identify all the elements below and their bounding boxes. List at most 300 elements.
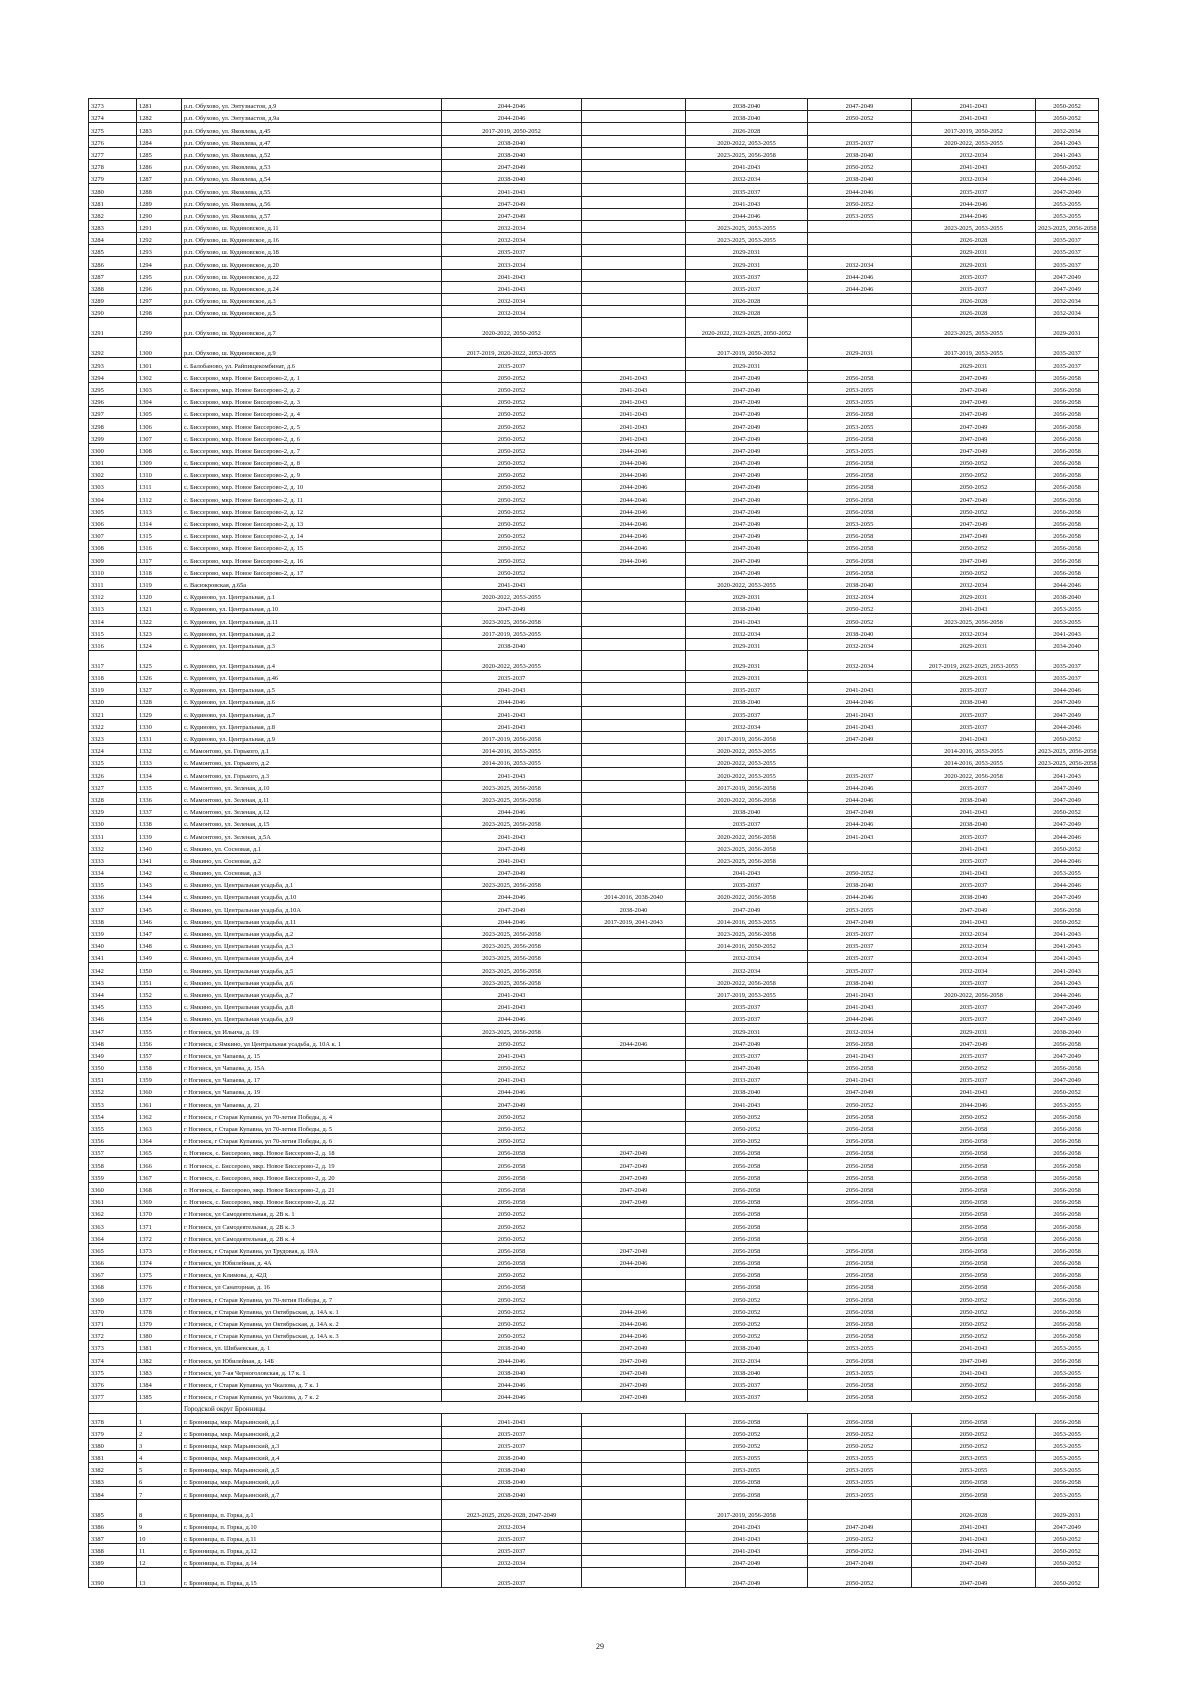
section-empty-cell [89,1402,137,1414]
cell-period-col-4: 2056-2058 [808,1255,912,1267]
cell-period-col-3: 2047-2049 [686,1556,808,1568]
cell-period-col-1: 2023-2025, 2056-2058 [442,939,582,951]
cell-period-col-4: 2035-2037 [808,951,912,963]
cell-period-col-2 [582,1499,686,1519]
cell-period-col-6: 2044-2046 [1036,829,1099,841]
table-row [89,431,1099,443]
cell-period-col-3: 2047-2049 [686,394,808,406]
cell-period-col-2 [582,1556,686,1568]
cell-period-col-4: 2056-2058 [808,431,912,443]
cell-period-col-6: 2056-2058 [1036,541,1099,553]
cell-row-number: 3334 [89,865,137,877]
cell-period-col-1: 2032-2034 [442,306,582,318]
cell-local-number: 1308 [137,443,182,455]
cell-period-col-4: 2044-2046 [808,780,912,792]
cell-period-col-2 [582,792,686,804]
cell-period-col-1: 2023-2025, 2026-2028, 2047-2049 [442,1499,582,1519]
table-row [89,1207,1099,1219]
cell-row-number: 3310 [89,565,137,577]
cell-period-col-5: 2041-2043 [912,914,1036,926]
cell-period-col-4: 2032-2034 [808,638,912,650]
cell-period-col-2: 2044-2046 [582,541,686,553]
cell-period-col-5: 2041-2043 [912,111,1036,123]
cell-period-col-5: 2047-2049 [912,407,1036,419]
cell-row-number: 3296 [89,394,137,406]
cell-period-col-3: 2029-2031 [686,257,808,269]
cell-address: г Ногинск, г Старая Купавна, ул 70-летия Победы, д. 6 [182,1134,442,1146]
cell-period-col-1: 2023-2025, 2056-2058 [442,780,582,792]
cell-local-number: 1300 [137,338,182,358]
cell-period-col-6: 2034-2040 [1036,638,1099,650]
cell-period-col-4: 2041-2043 [808,829,912,841]
cell-row-number: 3274 [89,111,137,123]
cell-local-number: 1297 [137,294,182,306]
cell-address: с. Биссерово, мкр. Новое Биссерово-2, д. 7 [182,443,442,455]
cell-period-col-1: 2023-2025, 2056-2058 [442,975,582,987]
cell-local-number: 1298 [137,306,182,318]
cell-period-col-3: 2056-2058 [686,1475,808,1487]
cell-period-col-5: 2056-2058 [912,1255,1036,1267]
cell-local-number: 1283 [137,123,182,135]
cell-period-col-4: 2056-2058 [808,1292,912,1304]
cell-period-col-5: 2053-2055 [912,1463,1036,1475]
cell-period-col-3: 2038-2040 [686,804,808,816]
cell-period-col-2 [582,683,686,695]
cell-period-col-6: 2056-2058 [1036,553,1099,565]
cell-period-col-3: 2056-2058 [686,1414,808,1426]
cell-address: р.п. Обухово, ул. Яковлева, д.53 [182,159,442,171]
cell-period-col-5: 2053-2055 [912,1450,1036,1462]
cell-local-number: 1353 [137,999,182,1011]
cell-period-col-3: 2047-2049 [686,480,808,492]
cell-row-number: 3277 [89,147,137,159]
cell-row-number: 3347 [89,1024,137,1036]
cell-row-number: 3345 [89,999,137,1011]
cell-period-col-4: 2032-2034 [808,650,912,670]
cell-period-col-5: 2026-2028 [912,1499,1036,1519]
cell-row-number: 3341 [89,951,137,963]
cell-row-number: 3281 [89,196,137,208]
cell-period-col-3: 2035-2037 [686,878,808,890]
cell-period-col-4: 2035-2037 [808,926,912,938]
cell-period-col-3: 2038-2040 [686,1365,808,1377]
cell-address: р.п. Обухово, ш. Кудиновское, д.9 [182,338,442,358]
cell-address: с. Биссерово, мкр. Новое Биссерово-2, д. 12 [182,504,442,516]
cell-period-col-6: 2056-2058 [1036,1158,1099,1170]
cell-period-col-4: 2044-2046 [808,184,912,196]
cell-address: г. Бронницы, мкр. Марьинский, д.5 [182,1463,442,1475]
cell-period-col-6: 2053-2055 [1036,1097,1099,1109]
cell-period-col-6: 2056-2058 [1036,480,1099,492]
cell-period-col-4 [808,123,912,135]
cell-address: с. Ямкино, ул. Сосновая, д.2 [182,853,442,865]
cell-row-number: 3368 [89,1280,137,1292]
cell-period-col-6: 2044-2046 [1036,878,1099,890]
cell-period-col-2 [582,1280,686,1292]
cell-row-number: 3279 [89,172,137,184]
cell-period-col-1: 2050-2052 [442,1231,582,1243]
cell-period-col-3: 2035-2037 [686,1048,808,1060]
table-row [89,914,1099,926]
cell-row-number: 3374 [89,1353,137,1365]
cell-period-col-4: 2053-2055 [808,419,912,431]
cell-period-col-1: 2038-2040 [442,1341,582,1353]
cell-address: г. Бронницы, мкр. Марьинский, д.1 [182,1414,442,1426]
cell-period-col-6: 2053-2055 [1036,1438,1099,1450]
table-row [89,1341,1099,1353]
cell-period-col-2 [582,111,686,123]
cell-period-col-6: 2032-2034 [1036,294,1099,306]
table-row [89,394,1099,406]
cell-period-col-2: 2047-2049 [582,1194,686,1206]
cell-address: с. Мамонтово, ул. Зеленая, д.5А [182,829,442,841]
cell-period-col-3: 2033-2037 [686,1073,808,1085]
cell-period-col-2: 2041-2043 [582,407,686,419]
cell-period-col-6: 2056-2058 [1036,1268,1099,1280]
cell-local-number: 7 [137,1487,182,1499]
cell-local-number: 3 [137,1438,182,1450]
cell-period-col-5: 2026-2028 [912,306,1036,318]
cell-local-number: 1294 [137,257,182,269]
cell-row-number: 3275 [89,123,137,135]
cell-period-col-6: 2056-2058 [1036,370,1099,382]
cell-row-number: 3287 [89,269,137,281]
cell-period-col-2: 2047-2049 [582,1377,686,1389]
cell-address: г Ногинск, г Старая Купавна, ул Октябрьская, д. 14А к. 2 [182,1316,442,1328]
cell-period-col-6: 2023-2025, 2056-2058 [1036,744,1099,756]
cell-period-col-6: 2047-2049 [1036,184,1099,196]
cell-local-number: 1362 [137,1109,182,1121]
cell-period-col-3: 2047-2049 [686,431,808,443]
cell-local-number: 1288 [137,184,182,196]
table-row [89,443,1099,455]
table-row [89,1255,1099,1267]
cell-period-col-4: 2035-2037 [808,135,912,147]
cell-row-number: 3354 [89,1109,137,1121]
cell-row-number: 3312 [89,589,137,601]
cell-period-col-1: 2035-2037 [442,1438,582,1450]
cell-period-col-3: 2050-2052 [686,1109,808,1121]
cell-local-number: 1348 [137,939,182,951]
cell-period-col-3: 2047-2049 [686,382,808,394]
cell-period-col-5: 2023-2025, 2053-2055 [912,220,1036,232]
cell-period-col-4: 2041-2043 [808,719,912,731]
cell-period-col-6: 2041-2043 [1036,147,1099,159]
cell-row-number: 3353 [89,1097,137,1109]
table-row [89,1329,1099,1341]
cell-period-col-5: 2050-2052 [912,1438,1036,1450]
cell-period-col-3: 2056-2058 [686,1243,808,1255]
table-row [89,306,1099,318]
cell-period-col-3: 2032-2034 [686,719,808,731]
table-row [89,638,1099,650]
cell-local-number: 1 [137,1414,182,1426]
cell-period-col-3: 2035-2037 [686,817,808,829]
cell-local-number: 1370 [137,1207,182,1219]
cell-period-col-3: 2041-2043 [686,1544,808,1556]
cell-address: г Ногинск, ул. Шибаевская, д. 1 [182,1341,442,1353]
cell-period-col-6: 2053-2055 [1036,1426,1099,1438]
schedule-table [88,98,1099,1588]
cell-period-col-2: 2044-2046 [582,455,686,467]
table-row [89,768,1099,780]
cell-period-col-5: 2047-2049 [912,419,1036,431]
cell-address: с. Мамонтово, ул. Зеленая, д.10 [182,780,442,792]
cell-period-col-2: 2047-2049 [582,1341,686,1353]
cell-period-col-4: 2053-2055 [808,1450,912,1462]
cell-period-col-1: 2050-2052 [442,1219,582,1231]
cell-address: с. Биссерово, мкр. Новое Биссерово-2, д. 1 [182,370,442,382]
cell-period-col-5: 2029-2031 [912,670,1036,682]
cell-address: с. Ямкино, ул. Центральная усадьба, д.4 [182,951,442,963]
cell-period-col-3: 2056-2058 [686,1219,808,1231]
table-row [89,589,1099,601]
cell-period-col-4: 2053-2055 [808,902,912,914]
cell-period-col-3: 2056-2058 [686,1170,808,1182]
cell-period-col-2: 2038-2040 [582,902,686,914]
cell-period-col-5: 2041-2043 [912,602,1036,614]
cell-period-col-5: 2050-2052 [912,541,1036,553]
cell-period-col-1: 2050-2052 [442,1268,582,1280]
cell-period-col-5: 2050-2052 [912,1316,1036,1328]
cell-period-col-5: 2047-2049 [912,1556,1036,1568]
cell-address: р.п. Обухово, ул. Энтузиастов, д.9а [182,111,442,123]
table-row [89,1438,1099,1450]
cell-period-col-4: 2032-2034 [808,257,912,269]
cell-local-number: 1356 [137,1036,182,1048]
cell-period-col-1: 2035-2037 [442,1426,582,1438]
cell-local-number: 1311 [137,480,182,492]
cell-local-number: 1377 [137,1292,182,1304]
cell-period-col-1: 2041-2043 [442,577,582,589]
cell-period-col-2 [582,999,686,1011]
table-row [89,419,1099,431]
table-row [89,829,1099,841]
cell-local-number: 1347 [137,926,182,938]
cell-period-col-3: 2020-2022, 2056-2058 [686,829,808,841]
cell-period-col-4: 2056-2058 [808,504,912,516]
cell-period-col-1: 2047-2049 [442,1097,582,1109]
cell-period-col-2 [582,638,686,650]
table-row [89,902,1099,914]
cell-period-col-2 [582,1121,686,1133]
cell-period-col-6: 2056-2058 [1036,1475,1099,1487]
cell-period-col-4 [808,756,912,768]
cell-period-col-6: 2047-2049 [1036,1073,1099,1085]
cell-period-col-4: 2041-2043 [808,999,912,1011]
cell-period-col-1: 2056-2058 [442,1170,582,1182]
cell-period-col-4: 2050-2052 [808,196,912,208]
cell-row-number: 3273 [89,99,137,111]
cell-row-number: 3280 [89,184,137,196]
cell-row-number: 3286 [89,257,137,269]
cell-period-col-6: 2050-2052 [1036,841,1099,853]
section-row [89,1402,1099,1414]
cell-period-col-5: 2032-2034 [912,147,1036,159]
cell-period-col-1: 2032-2034 [442,233,582,245]
cell-address: г. Бронницы, мкр. Марьинский, д.7 [182,1487,442,1499]
cell-row-number: 3322 [89,719,137,731]
table-row [89,1024,1099,1036]
cell-period-col-1: 2044-2046 [442,1389,582,1401]
cell-period-col-5: 2050-2052 [912,1060,1036,1072]
cell-period-col-3: 2041-2043 [686,196,808,208]
cell-address: с. Кудиново, ул. Центральная, д.4 [182,650,442,670]
cell-local-number: 1341 [137,853,182,865]
cell-period-col-3: 2056-2058 [686,1158,808,1170]
table-row [89,878,1099,890]
cell-period-col-4: 2053-2055 [808,443,912,455]
cell-address: р.п. Обухово, ш. Кудиновское, д.11 [182,220,442,232]
cell-row-number: 3291 [89,318,137,338]
cell-period-col-4 [808,853,912,865]
cell-period-col-6: 2053-2055 [1036,1341,1099,1353]
table-row [89,1097,1099,1109]
table-row [89,707,1099,719]
cell-period-col-3: 2035-2037 [686,1389,808,1401]
cell-period-col-5: 2035-2037 [912,719,1036,731]
cell-period-col-5: 2035-2037 [912,184,1036,196]
cell-period-col-6: 2047-2049 [1036,792,1099,804]
cell-period-col-3: 2020-2022, 2056-2058 [686,975,808,987]
cell-period-col-6: 2044-2046 [1036,577,1099,589]
cell-period-col-6: 2047-2049 [1036,1012,1099,1024]
cell-period-col-4: 2056-2058 [808,1060,912,1072]
cell-address: с. Балобаново, ул. Райпищекомбинат, д.6 [182,358,442,370]
cell-period-col-5: 2014-2016, 2053-2055 [912,756,1036,768]
cell-period-col-4: 2056-2058 [808,1268,912,1280]
cell-period-col-6: 2056-2058 [1036,431,1099,443]
cell-period-col-4: 2038-2040 [808,172,912,184]
cell-period-col-2: 2047-2049 [582,1389,686,1401]
cell-period-col-5: 2017-2019, 2023-2025, 2053-2055 [912,650,1036,670]
cell-row-number: 3352 [89,1085,137,1097]
table-row [89,220,1099,232]
cell-period-col-4: 2035-2037 [808,963,912,975]
cell-period-col-4: 2041-2043 [808,1073,912,1085]
cell-period-col-1: 2038-2040 [442,638,582,650]
cell-period-col-3: 2020-2022, 2023-2025, 2050-2052 [686,318,808,338]
cell-address: р.п. Обухово, ул. Яковлева, д.57 [182,208,442,220]
cell-period-col-2: 2041-2043 [582,382,686,394]
cell-period-col-5: 2047-2049 [912,553,1036,565]
cell-period-col-1: 2041-2043 [442,829,582,841]
cell-row-number: 3307 [89,529,137,541]
cell-period-col-1: 2038-2040 [442,1475,582,1487]
cell-period-col-6: 2056-2058 [1036,1243,1099,1255]
cell-period-col-6: 2038-2040 [1036,589,1099,601]
table-row [89,1219,1099,1231]
cell-local-number: 1350 [137,963,182,975]
cell-row-number: 3380 [89,1438,137,1450]
cell-period-col-1: 2050-2052 [442,529,582,541]
cell-address: с. Кудиново, ул. Центральная, д.5 [182,683,442,695]
table-row [89,1231,1099,1243]
cell-address: с. Кудиново, ул. Центральная, д.2 [182,626,442,638]
cell-row-number: 3383 [89,1475,137,1487]
cell-period-col-1: 2038-2040 [442,135,582,147]
cell-period-col-5: 2029-2031 [912,589,1036,601]
cell-local-number: 1382 [137,1353,182,1365]
cell-period-col-2 [582,269,686,281]
cell-row-number: 3361 [89,1194,137,1206]
cell-period-col-2: 2047-2049 [582,1170,686,1182]
cell-period-col-6: 2041-2043 [1036,135,1099,147]
cell-address: г Ногинск, ул Самодеятельная, д. 2В к. 3 [182,1219,442,1231]
cell-period-col-4: 2053-2055 [808,1487,912,1499]
cell-period-col-4: 2056-2058 [808,1414,912,1426]
cell-period-col-3: 2056-2058 [686,1255,808,1267]
cell-local-number: 1334 [137,768,182,780]
cell-row-number: 3389 [89,1556,137,1568]
table-row [89,951,1099,963]
cell-address: г Ногинск, ул Санаторная, д. 16 [182,1280,442,1292]
cell-row-number: 3370 [89,1304,137,1316]
table-row [89,1121,1099,1133]
cell-row-number: 3288 [89,281,137,293]
cell-local-number: 1373 [137,1243,182,1255]
cell-period-col-5: 2041-2043 [912,1365,1036,1377]
cell-period-col-5: 2047-2049 [912,394,1036,406]
cell-period-col-5: 2035-2037 [912,853,1036,865]
cell-period-col-1: 2047-2049 [442,602,582,614]
table-row [89,208,1099,220]
cell-period-col-6: 2023-2025, 2056-2058 [1036,220,1099,232]
cell-period-col-2: 2047-2049 [582,1365,686,1377]
cell-address: с. Биссерово, мкр. Новое Биссерово-2, д. 16 [182,553,442,565]
cell-local-number: 5 [137,1463,182,1475]
cell-local-number: 1310 [137,468,182,480]
table-row [89,1085,1099,1097]
cell-period-col-6: 2050-2052 [1036,1531,1099,1543]
cell-address: с. Мамонтово, ул. Зеленая, д.15 [182,817,442,829]
cell-period-col-4: 2041-2043 [808,1048,912,1060]
cell-address: с. Мамонтово, ул. Горького, д.1 [182,744,442,756]
cell-period-col-4: 2056-2058 [808,1170,912,1182]
table-row [89,370,1099,382]
page-number: 29 [596,1642,604,1651]
cell-local-number: 1292 [137,233,182,245]
cell-period-col-5: 2044-2046 [912,196,1036,208]
cell-period-col-3: 2023-2025, 2056-2058 [686,926,808,938]
cell-local-number: 1380 [137,1329,182,1341]
table-row [89,817,1099,829]
cell-period-col-6: 2056-2058 [1036,1353,1099,1365]
cell-local-number: 1371 [137,1219,182,1231]
cell-local-number: 1330 [137,719,182,731]
table-row [89,516,1099,528]
cell-period-col-3: 2029-2031 [686,650,808,670]
cell-local-number: 10 [137,1531,182,1543]
cell-period-col-5: 2041-2043 [912,841,1036,853]
cell-period-col-4: 2041-2043 [808,707,912,719]
cell-period-col-1: 2032-2034 [442,294,582,306]
table-row [89,1048,1099,1060]
cell-period-col-6: 2041-2043 [1036,926,1099,938]
cell-period-col-1: 2044-2046 [442,111,582,123]
cell-period-col-3: 2047-2049 [686,407,808,419]
cell-period-col-2 [582,865,686,877]
cell-period-col-6: 2056-2058 [1036,504,1099,516]
cell-row-number: 3378 [89,1414,137,1426]
cell-address: р.п. Обухово, ул. Яковлева, д.55 [182,184,442,196]
cell-period-col-3: 2020-2022, 2053-2055 [686,768,808,780]
cell-period-col-2: 2047-2049 [582,1353,686,1365]
cell-period-col-4: 2053-2055 [808,516,912,528]
cell-local-number: 1375 [137,1268,182,1280]
cell-row-number: 3284 [89,233,137,245]
table-row [89,939,1099,951]
